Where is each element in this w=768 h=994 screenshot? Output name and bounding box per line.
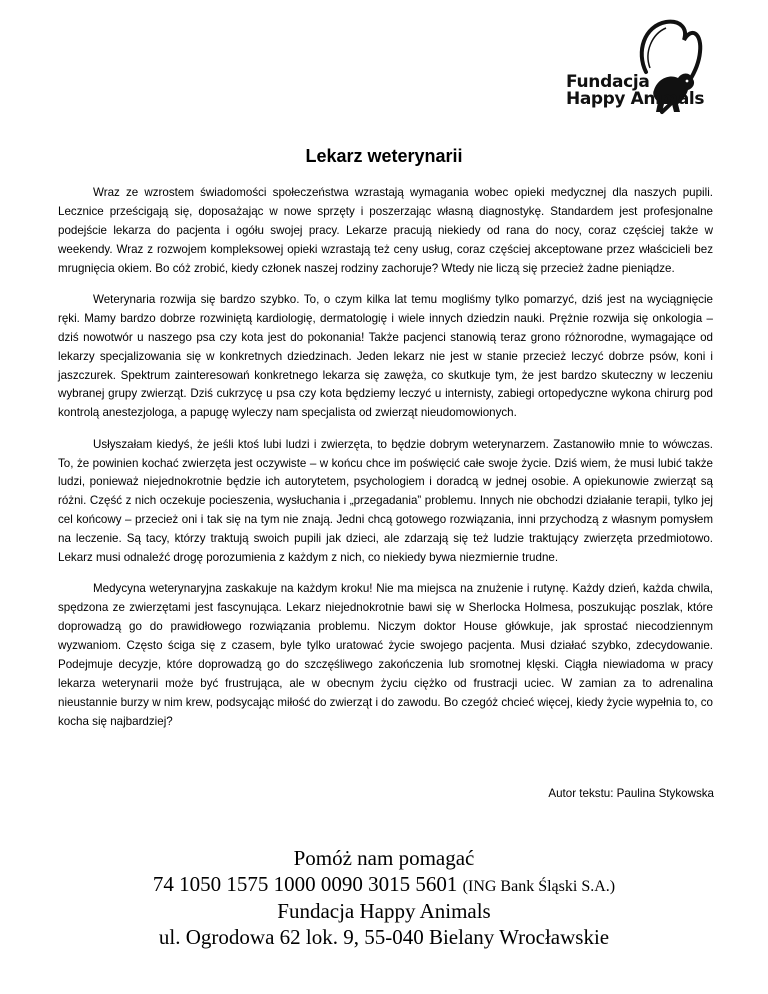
author-credit: Autor tekstu: Paulina Stykowska	[548, 787, 714, 800]
footer-foundation-name: Fundacja Happy Animals	[277, 899, 491, 923]
paragraph: Weterynaria rozwija się bardzo szybko. To, o czym kilka lat temu mogliśmy tylko pomarzyć, dziś jest na wyciągnięcie ręki. Mamy bardzo dobrze rozwiniętą kardiologię, dermatologię i wiele innych dziedzin nauki. Prężnie rozwija się onkologia – dziś nowotwór u naszego psa czy kota jest do pokonania! Także pacjenci stanowią teraz grono różnorodne, wymagające od lekarzy specjalizowania się w konkretnych dziedzinach. Jeden lekarz nie jest w stanie przecież leczyć dobrze psów, koni i jaszczurek. Spektrum zainteresowań konkretnego lekarza się zawęża, co skutkuje tym, że jest bardzo skuteczny w leczeniu wybranej grupy zwierząt. Dziś cukrzycę u psa czy kota będziemy leczyć u internisty, zabiegi ortopedyczne wykona chirurg pod kontrolą anestezjologa, a papugę wyleczy nam specjalista od zwierząt nieudomowionych.	[58, 292, 713, 420]
logo-wordmark	[566, 74, 704, 108]
footer-bank-line	[0, 872, 768, 900]
logo-line-2: Happy Animals	[566, 89, 705, 109]
paragraph: Usłyszałam kiedyś, że jeśli ktoś lubi ludzi i zwierzęta, to będzie dobrym weterynarzem. Zastanowiło mnie to wówczas. To, że powinien kochać zwierzęta jest oczywiste – w końcu chce im poświęcić całe swoje życie. Dziś wiem, że musi lubić także ludzi, ponieważ niejednokrotnie będzie ich autorytetem, psychologiem i doradcą w jednej osobie. A opiekunowie zwierząt są różni. Część z nich oczekuje pocieszenia, wysłuchania i „przegadania” problemu. Innych nie obchodzi działanie terapii, tylko jej cel końcowy – przecież oni i tak się na tym nie znają. Jedni chcą gotowego rozwiązania, inni przychodzą z własnym pomysłem na leczenie. Są tacy, którzy traktują swoich pupili jak dzieci, ale zdarzają się też ludzie traktujący zwierzęta przedmiotowo. Lekarz musi odnaleźć drogę porozumienia z każdym z nich, co niekiedy bywa niezmiernie trudne.	[58, 437, 713, 565]
footer-appeal: Pomóż nam pomagać	[293, 846, 475, 870]
donation-footer	[0, 846, 768, 950]
paragraph: Medycyna weterynaryjna zaskakuje na każdym kroku! Nie ma miejsca na znużenie i rutynę. Każdy dzień, każda chwila, spędzona ze zwierzętami jest fascynująca. Lekarz niejednokrotnie bawi się w Sherlocka Holmesa, poszukując poszlak, które doprowadzą go do prawidłowego rozwiązania problemu. Niczym doktor House główkuje, jak sprostać niecodziennym wyzwaniom. Często ściga się z czasem, byle tylko uratować życie swojego pacjenta. Musi działać szybko, zdecydowanie. Podejmuje decyzje, które doprowadzą go do szczęśliwego zakończenia lub sromotnej klęski. Ciągła niewiadoma w pracy lekarza weterynarii może być frustrująca, ale w obecnym życiu ciężko od frustracji uciec. W zamian za to adrenalina nieustannie burzy w nim krew, podsycając miłość do zwierząt i do zawodu. Bo czegóż chcieć więcej, kiedy życie wypełnia to, co kocha się najbardziej?	[58, 582, 713, 728]
foundation-logo	[566, 12, 706, 124]
footer-address: ul. Ogrodowa 62 lok. 9, 55-040 Bielany Wrocławskie	[158, 924, 610, 949]
logo-line-1: Fundacja	[566, 72, 650, 92]
document-title: Lekarz weterynarii	[305, 146, 463, 166]
article-body	[58, 184, 713, 744]
bank-account-number: 74 1050 1575 1000 0090 3015 5601	[152, 871, 458, 896]
paragraph: Wraz ze wzrostem świadomości społeczeństwa wzrastają wymagania wobec opieki medycznej dla naszych pupili. Lecznice prześcigają się, doposażając w nowe sprzęty i poszerzając własną diagnostykę. Standardem jest profesjonalne podejście lekarza do pacjenta i ogółu swojej pracy. Lekarze pracują niekiedy od rana do nocy, coraz częściej także w weekendy. Wraz z rozwojem kompleksowej opieki wzrastają też ceny usług, coraz częściej akceptowane przez właścicieli bez mrugnięcia okiem. Bo cóż zrobić, kiedy członek naszej rodziny zachoruje? Wtedy nie liczą się przecież żadne pieniądze.	[58, 186, 713, 275]
bank-name: (ING Bank Śląski S.A.)	[462, 877, 616, 895]
